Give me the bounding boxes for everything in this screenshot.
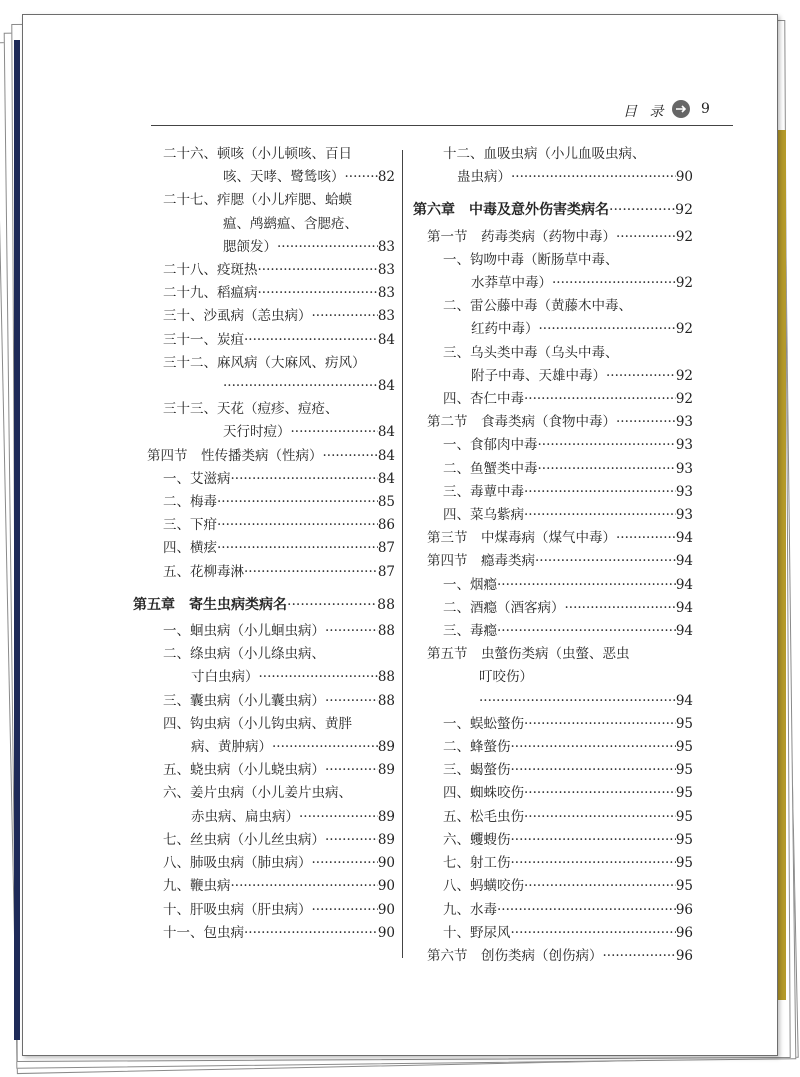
toc-page-number: 95 xyxy=(675,831,693,848)
dot-leader xyxy=(606,365,676,388)
toc-entry[interactable] xyxy=(133,352,395,398)
toc-right-column xyxy=(413,143,693,968)
dot-leader xyxy=(497,620,676,643)
toc-entry[interactable] xyxy=(133,305,395,328)
toc-entry-title: 三、下疳 xyxy=(163,517,217,534)
toc-entry[interactable] xyxy=(133,829,395,852)
toc-page-number: 94 xyxy=(675,599,693,616)
toc-page-number: 89 xyxy=(377,762,395,779)
toc-entry[interactable] xyxy=(413,143,693,189)
toc-entry[interactable] xyxy=(133,143,395,189)
toc-entry-title: 五、松毛虫伤 xyxy=(443,808,524,825)
toc-entry-title: 四、杏仁中毒 xyxy=(443,391,524,408)
dot-leader xyxy=(323,445,378,468)
toc-entry-title: 第五章 寄生虫病类病名 xyxy=(133,596,287,613)
dot-leader xyxy=(325,620,378,643)
toc-entry-title: 三、囊虫病（小儿囊虫病） xyxy=(163,692,325,709)
dot-leader xyxy=(299,806,378,829)
toc-entry-title: 三十三、天花（痘疹、痘疮、 xyxy=(163,401,339,418)
toc-entry-title: 瘟、鸬鹚瘟、含腮疮、 xyxy=(223,215,358,232)
toc-page-number: 83 xyxy=(377,238,395,255)
toc-chapter[interactable] xyxy=(133,594,395,617)
toc-entry[interactable] xyxy=(413,875,693,898)
toc-page-number: 82 xyxy=(377,169,395,186)
toc-entry-title: 第四节 性传播类病（性病） xyxy=(147,447,323,464)
toc-entry[interactable] xyxy=(413,434,693,457)
toc-page-number: 95 xyxy=(675,808,693,825)
toc-page-number: 86 xyxy=(377,517,395,534)
dot-leader xyxy=(511,829,676,852)
toc-page-number: 87 xyxy=(377,540,395,557)
dot-leader xyxy=(277,236,378,259)
toc-section[interactable] xyxy=(413,226,693,249)
toc-entry[interactable] xyxy=(413,342,693,388)
toc-entry-title: 二十九、稻瘟病 xyxy=(163,285,258,302)
toc-page-number: 96 xyxy=(675,901,693,918)
toc-page-number: 90 xyxy=(377,878,395,895)
dot-leader xyxy=(223,375,378,398)
toc-entry[interactable] xyxy=(133,329,395,352)
toc-entry[interactable] xyxy=(413,922,693,945)
toc-entry[interactable] xyxy=(133,468,395,491)
toc-entry[interactable] xyxy=(133,782,395,828)
toc-entry-title: 病、黄肿病） xyxy=(191,739,272,756)
dot-leader xyxy=(497,574,676,597)
toc-page-number: 96 xyxy=(675,947,693,964)
toc-entry-title: 九、鞭虫病 xyxy=(163,878,231,895)
toc-page-number: 90 xyxy=(377,901,395,918)
toc-entry[interactable] xyxy=(413,899,693,922)
toc-page-number: 83 xyxy=(377,262,395,279)
toc-page-number: 94 xyxy=(675,553,693,570)
dot-leader xyxy=(609,199,675,222)
toc-page-number: 93 xyxy=(675,414,693,431)
toc-entry-title: 第四节 瘾毒类病 xyxy=(427,553,535,570)
toc-entry[interactable] xyxy=(413,388,693,411)
toc-entry-title: 三、蝎螫伤 xyxy=(443,762,511,779)
toc-entry-title: 七、射工伤 xyxy=(443,855,511,872)
header-rule xyxy=(151,125,733,126)
toc-entry-title: 二十七、痄腮（小儿痄腮、蛤蟆 xyxy=(163,192,352,209)
toc-entry-title: 第五节 虫螫伤类病（虫螫、恶虫 xyxy=(427,646,630,663)
toc-chapter[interactable] xyxy=(413,199,693,222)
toc-entry-title: 四、横痃 xyxy=(163,540,217,557)
dot-leader xyxy=(312,852,378,875)
running-title: 目 录 xyxy=(623,104,668,120)
toc-page-number: 89 xyxy=(377,739,395,756)
dot-leader xyxy=(312,899,378,922)
toc-entry-title: 一、艾滋病 xyxy=(163,470,231,487)
toc-page-number: 84 xyxy=(377,331,395,348)
toc-page-number: 92 xyxy=(675,367,693,384)
toc-entry-title: 赤虫病、扁虫病） xyxy=(191,808,299,825)
toc-entry[interactable] xyxy=(133,561,395,584)
toc-entry[interactable] xyxy=(413,736,693,759)
toc-entry-title: 八、肺吸虫病（肺虫病） xyxy=(163,855,312,872)
toc-entry[interactable] xyxy=(133,643,395,689)
toc-page-number: 90 xyxy=(675,169,693,186)
toc-page-number: 95 xyxy=(675,715,693,732)
toc-entry-title: 二、绦虫病（小儿绦虫病、 xyxy=(163,646,325,663)
dot-leader xyxy=(287,594,377,617)
toc-page-number: 93 xyxy=(675,437,693,454)
dot-leader xyxy=(511,852,676,875)
dot-leader xyxy=(511,759,676,782)
toc-page-number: 84 xyxy=(377,447,395,464)
toc-entry-title: 十、肝吸虫病（肝虫病） xyxy=(163,901,312,918)
dot-leader xyxy=(539,318,676,341)
toc-page-number: 96 xyxy=(675,924,693,941)
toc-section[interactable] xyxy=(413,643,693,713)
toc-entry[interactable] xyxy=(133,759,395,782)
toc-entry[interactable] xyxy=(133,282,395,305)
toc-entry-title: 三、毒瘾 xyxy=(443,623,497,640)
toc-entry-title: 二、酒瘾（酒客病） xyxy=(443,599,565,616)
toc-entry-title: 十、野尿风 xyxy=(443,924,511,941)
toc-entry-title: 一、烟瘾 xyxy=(443,576,497,593)
toc-entry[interactable] xyxy=(413,852,693,875)
toc-entry[interactable] xyxy=(133,713,395,759)
toc-entry-title: 二、梅毒 xyxy=(163,494,217,511)
toc-page-number: 95 xyxy=(675,878,693,895)
toc-entry-title: 五、蛲虫病（小儿蛲虫病） xyxy=(163,762,325,779)
toc-section[interactable] xyxy=(413,945,693,968)
toc-entry-title: 红药中毒） xyxy=(471,321,539,338)
toc-page-number: 93 xyxy=(675,483,693,500)
toc-page-number: 88 xyxy=(377,623,395,640)
toc-page-number: 83 xyxy=(377,285,395,302)
dot-leader xyxy=(565,597,676,620)
dot-leader xyxy=(511,922,676,945)
toc-section[interactable] xyxy=(133,445,395,468)
dot-leader xyxy=(217,491,378,514)
toc-page-number: 93 xyxy=(675,460,693,477)
toc-page-number: 92 xyxy=(675,228,693,245)
toc-page-number: 94 xyxy=(675,623,693,640)
toc-entry-title: 寸白虫病） xyxy=(191,669,259,686)
toc-page-number: 92 xyxy=(675,321,693,338)
toc-entry-title: 一、蛔虫病（小儿蛔虫病） xyxy=(163,623,325,640)
toc-page-number: 90 xyxy=(377,855,395,872)
toc-entry-title: 第一节 药毒类病（药物中毒） xyxy=(427,228,616,245)
page-number: 9 xyxy=(701,101,710,117)
dot-leader xyxy=(511,166,676,189)
toc-section[interactable] xyxy=(413,527,693,550)
dot-leader xyxy=(524,806,676,829)
toc-entry-title: 四、蜘蛛咬伤 xyxy=(443,785,524,802)
arrow-right-icon xyxy=(672,100,690,118)
toc-page-number: 88 xyxy=(377,669,395,686)
dot-leader xyxy=(217,514,378,537)
toc-entry-title: 二、鱼蟹类中毒 xyxy=(443,460,538,477)
toc-page-number: 87 xyxy=(377,563,395,580)
dot-leader xyxy=(291,421,378,444)
toc-entry-title: 三、毒蕈中毒 xyxy=(443,483,524,500)
toc-page-number: 92 xyxy=(675,391,693,408)
dot-leader xyxy=(231,468,378,491)
toc-entry-title: 咳、天哮、鹭鸶咳） xyxy=(223,169,345,186)
toc-entry-title: 二、雷公藤中毒（黄藤木中毒、 xyxy=(443,298,632,315)
toc-page-number: 88 xyxy=(377,692,395,709)
toc-entry[interactable] xyxy=(413,597,693,620)
toc-entry[interactable] xyxy=(413,249,693,295)
toc-section[interactable] xyxy=(413,550,693,573)
toc-entry-title: 二十八、疫斑热 xyxy=(163,262,258,279)
toc-entry[interactable] xyxy=(133,922,395,945)
toc-entry[interactable] xyxy=(413,481,693,504)
toc-entry-title: 十二、血吸虫病（小儿血吸虫病、 xyxy=(443,146,646,162)
dot-leader xyxy=(511,736,676,759)
dot-leader xyxy=(325,759,378,782)
toc-entry-title: 第六章 中毒及意外伤害类病名 xyxy=(413,202,609,219)
column-divider xyxy=(402,150,403,958)
toc-entry[interactable] xyxy=(133,620,395,643)
dot-leader xyxy=(244,329,378,352)
toc-entry-title: 五、花柳毒淋 xyxy=(163,563,244,580)
toc-entry[interactable] xyxy=(413,295,693,341)
dot-leader xyxy=(535,550,676,573)
dot-leader xyxy=(524,481,676,504)
toc-entry[interactable] xyxy=(133,899,395,922)
toc-entry[interactable] xyxy=(413,504,693,527)
dot-leader xyxy=(524,504,676,527)
toc-page-number: 94 xyxy=(675,530,693,547)
toc-entry-title: 二十六、顿咳（小儿顿咳、百日 xyxy=(163,146,352,162)
toc-entry-title: 水莽草中毒） xyxy=(471,275,552,292)
toc-entry[interactable] xyxy=(413,782,693,805)
dot-leader xyxy=(479,690,676,713)
toc-page-number: 93 xyxy=(675,507,693,524)
toc-entry-title: 蛊虫病） xyxy=(457,169,511,186)
toc-page-number: 84 xyxy=(377,470,395,487)
toc-entry-title: 第六节 创伤类病（创伤病） xyxy=(427,947,603,964)
toc-page-number: 89 xyxy=(377,831,395,848)
toc-page-number: 95 xyxy=(675,785,693,802)
dot-leader xyxy=(345,166,378,189)
toc-entry-title: 十一、包虫病 xyxy=(163,924,244,941)
dot-leader xyxy=(524,388,676,411)
toc-entry-title: 三十、沙虱病（恙虫病） xyxy=(163,308,312,325)
dot-leader xyxy=(231,875,378,898)
toc-page-number: 92 xyxy=(675,202,693,219)
toc-entry[interactable] xyxy=(133,491,395,514)
toc-page-number: 85 xyxy=(377,494,395,511)
dot-leader xyxy=(524,782,676,805)
toc-entry-title: 三十一、炭疽 xyxy=(163,331,244,348)
toc-entry-title: 天行时痘） xyxy=(223,424,291,441)
toc-page-number: 95 xyxy=(675,762,693,779)
toc-entry-title: 一、蜈蚣螫伤 xyxy=(443,715,524,732)
toc-page-number: 90 xyxy=(377,924,395,941)
toc-page-number: 89 xyxy=(377,808,395,825)
toc-page-number: 84 xyxy=(377,378,395,395)
book-spine-edge xyxy=(777,130,786,1000)
toc-entry-title: 九、水毒 xyxy=(443,901,497,918)
dot-leader xyxy=(616,527,676,550)
toc-page-number: 94 xyxy=(675,692,693,709)
toc-entry-title: 六、蠼螋伤 xyxy=(443,831,511,848)
toc-entry[interactable] xyxy=(413,574,693,597)
toc-left-column xyxy=(133,143,395,945)
toc-entry[interactable] xyxy=(413,620,693,643)
dot-leader xyxy=(258,282,378,305)
book-cover-edge xyxy=(14,40,20,1040)
toc-entry-title: 三十二、麻风病（大麻风、疠风） xyxy=(163,354,366,371)
toc-entry-title: 附子中毒、天雄中毒） xyxy=(471,367,606,384)
toc-entry[interactable] xyxy=(133,189,395,259)
toc-entry-title: 第二节 食毒类病（食物中毒） xyxy=(427,414,616,431)
toc-entry-title: 腮颌发） xyxy=(223,238,277,255)
toc-page-number: 84 xyxy=(377,424,395,441)
toc-entry[interactable] xyxy=(133,690,395,713)
toc-entry-title: 六、姜片虫病（小儿姜片虫病、 xyxy=(163,785,352,802)
dot-leader xyxy=(524,713,676,736)
toc-page-number: 95 xyxy=(675,855,693,872)
toc-page-number: 94 xyxy=(675,576,693,593)
toc-entry-title: 三、乌头类中毒（乌头中毒、 xyxy=(443,344,619,361)
dot-leader xyxy=(312,305,378,328)
toc-page xyxy=(22,14,778,1056)
toc-entry[interactable] xyxy=(413,759,693,782)
toc-entry-title: 四、菜乌紫病 xyxy=(443,507,524,524)
toc-entry-title: 第三节 中煤毒病（煤气中毒） xyxy=(427,530,616,547)
dot-leader xyxy=(497,899,676,922)
dot-leader xyxy=(217,537,378,560)
dot-leader xyxy=(538,434,676,457)
toc-entry[interactable] xyxy=(413,806,693,829)
toc-entry[interactable] xyxy=(133,537,395,560)
toc-page-number: 95 xyxy=(675,739,693,756)
toc-entry[interactable] xyxy=(413,713,693,736)
toc-entry-title: 八、蚂蟥咬伤 xyxy=(443,878,524,895)
toc-entry-title: 一、钩吻中毒（断肠草中毒、 xyxy=(443,251,619,268)
toc-page-number: 83 xyxy=(377,308,395,325)
dot-leader xyxy=(259,666,378,689)
toc-page-number: 88 xyxy=(377,596,395,613)
dot-leader xyxy=(258,259,378,282)
toc-entry-title: 一、食郁肉中毒 xyxy=(443,437,538,454)
toc-entry[interactable] xyxy=(133,259,395,282)
toc-page-number: 92 xyxy=(675,275,693,292)
dot-leader xyxy=(552,272,676,295)
toc-section[interactable] xyxy=(413,411,693,434)
dot-leader xyxy=(616,411,676,434)
dot-leader xyxy=(524,875,676,898)
dot-leader xyxy=(244,922,378,945)
toc-entry[interactable] xyxy=(133,514,395,537)
toc-entry-title: 叮咬伤） xyxy=(479,669,533,686)
toc-entry[interactable] xyxy=(413,458,693,481)
dot-leader xyxy=(272,736,378,759)
toc-entry[interactable] xyxy=(133,398,395,444)
dot-leader xyxy=(325,829,378,852)
toc-entry[interactable] xyxy=(133,875,395,898)
dot-leader xyxy=(603,945,676,968)
dot-leader xyxy=(538,458,676,481)
dot-leader xyxy=(616,226,676,249)
toc-entry-title: 七、丝虫病（小儿丝虫病） xyxy=(163,831,325,848)
toc-entry[interactable] xyxy=(133,852,395,875)
toc-entry[interactable] xyxy=(413,829,693,852)
toc-entry-title: 四、钩虫病（小儿钩虫病、黄胖 xyxy=(163,715,352,732)
toc-entry-title: 二、蜂螫伤 xyxy=(443,739,511,756)
dot-leader xyxy=(244,561,378,584)
dot-leader xyxy=(325,690,378,713)
